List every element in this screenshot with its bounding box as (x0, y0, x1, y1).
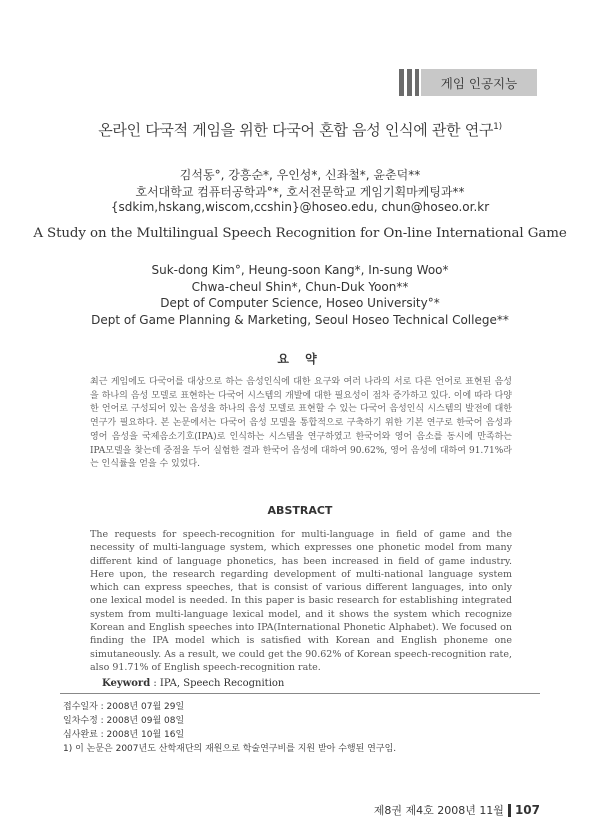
footer-separator-bar (508, 804, 511, 817)
korean-title (0, 119, 600, 140)
english-authors-line-1: Suk-dong Kim°, Heung-soon Kang*, In-sung Woo* (151, 263, 449, 277)
english-affiliation-1: Dept of Computer Science, Hoseo University°* (160, 296, 440, 310)
english-title: A Study on the Multilingual Speech Recognition for On-line International Game (33, 226, 567, 241)
accepted-date: 심사완료 : 2008년 10월 16일 (63, 730, 185, 740)
abstract-text: The requests for speech-recognition for multi-language in field of game and the necessity of multi-language system, which expresses one phonetic model from many different kind of language phonetics, has been increased in field of game industry. Here upon, the research regarding development of multi-national language system which can express speeches, that is consist of various different languages, into only one lexical model is needed. In this paper is basic research for establishing integrated system from multi-language lexical model, and it shows the system which recognize Korean and English speeches into IPA(International Phonetic Alphabet). We focused on finding the IPA model which is satisfied with Korean and English phoneme one simutaneously. As a result, we could get the 90.62% of Korean speech-recognition rate, also 91.71% of English speech-recognition rate. (90, 529, 512, 673)
korean-authors: 김석동°, 강흥순*, 우인성*, 신좌철*, 윤춘덕** (179, 168, 421, 182)
revised-date: 일차수정 : 2008년 09월 08일 (63, 716, 185, 726)
journal-info: 제8권 제4호 2008년 11월 (373, 804, 504, 817)
section-tag (399, 69, 537, 96)
tag-bars-decoration (399, 69, 421, 96)
journal-footer (374, 802, 540, 818)
keyword-line (102, 678, 284, 689)
korean-affiliation: 호서대학교 컴퓨터공학과°*, 호서전문학교 게임기획마케팅과** (135, 185, 465, 199)
author-emails: {sdkim,hskang,wiscom,ccshin}@hoseo.edu, chun@hoseo.or.kr (110, 200, 490, 214)
english-affiliation-2: Dept of Game Planning & Marketing, Seoul Hoseo Technical College** (91, 313, 509, 327)
title-footnote-mark: 1) (493, 122, 502, 132)
summary-heading: 요 약 (277, 352, 323, 366)
keyword-label: Keyword (102, 678, 151, 689)
section-tag-label: 게임 인공지능 (421, 69, 537, 96)
page-number: 107 (514, 803, 540, 817)
received-date: 접수일자 : 2008년 07월 29일 (63, 702, 185, 712)
abstract-heading: ABSTRACT (267, 504, 333, 517)
keyword-text: : IPA, Speech Recognition (150, 678, 285, 689)
footer-rule-top (60, 693, 540, 694)
funding-footnote: 1) 이 논문은 2007년도 산학재단의 재원으로 학술연구비를 지원 받아 수행된 연구임. (63, 744, 397, 754)
english-authors-line-2: Chwa-cheul Shin*, Chun-Duk Yoon** (191, 280, 409, 294)
summary-text: 최근 게임에도 다국어를 대상으로 하는 음성인식에 대한 요구와 여러 나라의 서로 다른 언어로 표현된 음성을 하나의 음성 모델로 표현하는 다국어 시스템의 개발에 대한 필요성이 점차 증가하고 있다. 이에 따라 다양한 언어로 구성되어 있는 음성을 하나의 음성 모델로 표현할 수 있는 다국어 음성인식 시스템의 발전에 대한 연구가 필요하다. 본 논문에서는 다국어 음성 모델을 통합적으로 구축하기 위한 기본 연구로 한국어 음성과 영어 음성을 국제음소기호(IPA)로 인식하는 시스템을 연구하였고 한국어와 영어 음소를 동시에 만족하는 IPA모델을 찾는데 중점을 두어 실험한 결과 한국어 음성에 대하여 90.62%, 영어 음성에 대하여 91.71%라는 인식률을 얻을 수 있었다. (90, 377, 512, 470)
korean-title-text: 온라인 다국적 게임을 위한 다국어 혼합 음성 인식에 관한 연구 (98, 121, 494, 139)
